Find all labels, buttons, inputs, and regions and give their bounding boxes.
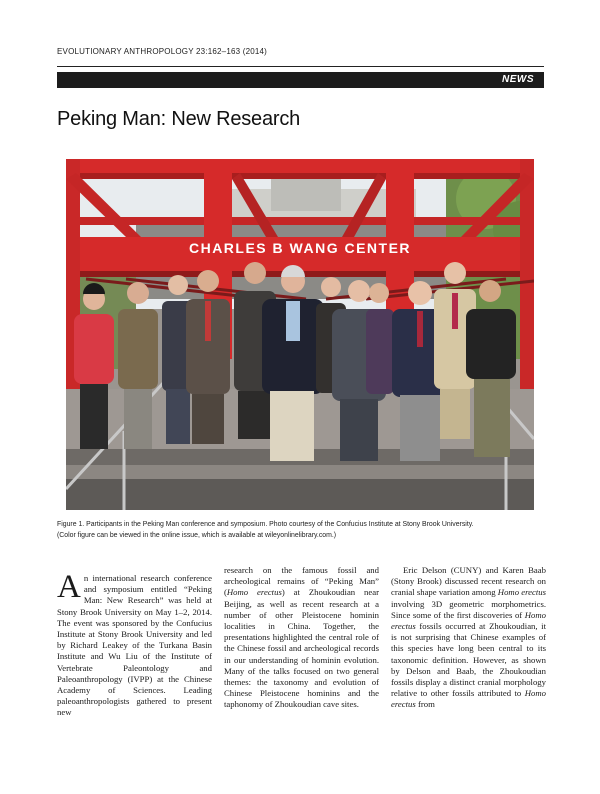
header-rule xyxy=(57,66,544,67)
taxon-name: Homo erectus xyxy=(497,587,547,598)
column-1-text: n international research conference and symposium entitled “Peking Man: New Research” was held at Stony Brook University on May 1–2, 2014. The event was sponsored by the Confucius Institute at Stony Brook University and led by Richard Leakey of the Turkana Basin Institute and Wu Liu of the Institute of Vertebrate Paleontology and Paleoanthropology (IVPP) at the Chinese Academy of Sciences. Leading paleoanthropologists gathered to present new xyxy=(57,573,212,718)
article-title: Peking Man: New Research xyxy=(57,108,301,130)
body-column-1 xyxy=(57,569,212,719)
caption-line-2: (Color figure can be viewed in the online issue, which is available at wileyonlinelibrary.com.) xyxy=(57,532,337,539)
section-label: NEWS xyxy=(502,74,534,85)
taxon-name: Homo erectus xyxy=(391,609,546,632)
group-photo xyxy=(66,159,534,510)
caption-line-1: Figure 1. Participants in the Peking Man conference and symposium. Photo courtesy of the Confucius Institute at Stony Brook University. xyxy=(57,521,474,528)
body-column-2 xyxy=(224,565,379,711)
taxon-name: Homo erectus xyxy=(391,688,546,710)
column-3-text-d: from xyxy=(415,699,435,710)
building-sign: CHARLES B WANG CENTER xyxy=(188,240,412,256)
figure-caption xyxy=(57,519,547,541)
column-2-text-a: research on the famous fossil and archeological remains of “Peking Man” ( xyxy=(224,565,379,598)
column-3-text-b: involving 3D geometric morphometrics. Since some of the first discoveries of xyxy=(391,598,546,620)
body-column-3 xyxy=(391,565,546,711)
journal-citation: EVOLUTIONARY ANTHROPOLOGY 23:162–163 (2014) xyxy=(57,47,268,56)
column-3-text-a: Eric Delson (CUNY) and Karen Baab (Stony Brook) discussed recent research on cranial shape variation among xyxy=(391,565,546,598)
section-bar xyxy=(57,72,544,88)
column-3-text-c: fossils occurred at Zhoukoudian, it is not surprising that Chinese examples of this species have long been central to its taxonomic definition. However, as shown by Delson and Baab, the Zhoukoudian fossils display a distinct cranial morphology relative to other fossils attributed to xyxy=(391,621,546,699)
column-2-text-b: ) at Zhoukoudian near Beijing, as well as recent research at a number of other Pleistocene hominin localities in China. Together, the presentations highlighted the central role of the Chinese fossil and archeological records in our understanding of hominin evolution. Many of the talks focused on two general themes: the taxonomy and evolution of Chinese Pleistocene hominins and the taphonomy of Zhoukoudian cave sites. xyxy=(224,587,380,710)
drop-cap: A xyxy=(57,569,81,605)
taxon-name: Homo erectus xyxy=(226,587,282,598)
